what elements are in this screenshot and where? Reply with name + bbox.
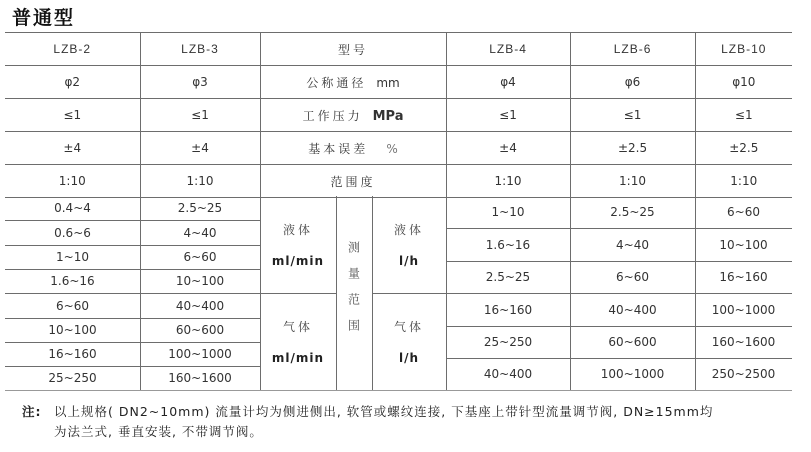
spec-row-error bbox=[5, 132, 792, 165]
cell: 1:10 bbox=[695, 165, 792, 198]
model-lzb-6: LZB-6 bbox=[570, 33, 695, 66]
cell: ≤1 bbox=[570, 99, 695, 132]
header-row bbox=[5, 33, 792, 66]
cell: 10~100 bbox=[719, 237, 768, 252]
cell: 40~400 bbox=[175, 298, 225, 313]
footnote-text-1: 以上规格( DN2~10mm) 流量计均为侧进侧出, 软管或螺纹连接, 下基座上带针型流量调节阀, DN≥15mm均 bbox=[54, 404, 714, 419]
cell: ≤1 bbox=[446, 99, 570, 132]
spec-label bbox=[260, 132, 446, 165]
model-lzb-10: LZB-10 bbox=[695, 33, 792, 66]
cell: 2.5~25 bbox=[610, 205, 655, 219]
model-lzb-3: LZB-3 bbox=[140, 33, 260, 66]
cell: 160~1600 bbox=[168, 371, 232, 385]
cell: ±4 bbox=[5, 132, 140, 165]
measurement-range-label bbox=[336, 196, 372, 390]
spec-row-pressure bbox=[5, 99, 792, 132]
spec-label: 范围度 bbox=[260, 165, 446, 198]
cell: 1.6~16 bbox=[485, 237, 531, 252]
page-title: 普通型 bbox=[12, 7, 76, 29]
cell: ±4 bbox=[446, 132, 570, 165]
cell: ±2.5 bbox=[695, 132, 792, 165]
cell: 0.4~4 bbox=[54, 201, 91, 215]
cell: 1~10 bbox=[491, 205, 525, 219]
gas-right-label bbox=[372, 293, 446, 390]
cell: 40~400 bbox=[608, 302, 657, 317]
footnote-prefix: 注: bbox=[22, 404, 42, 419]
unit-text: MPa bbox=[372, 108, 404, 124]
cell: φ10 bbox=[695, 66, 792, 99]
liquid-left-label bbox=[260, 196, 336, 293]
cell: φ2 bbox=[5, 66, 140, 99]
cell: 40~400 bbox=[483, 367, 533, 381]
cell: 1.6~16 bbox=[50, 274, 95, 288]
cell: 2.5~25 bbox=[485, 270, 531, 284]
cell: 16~160 bbox=[483, 302, 533, 317]
cell: 25~250 bbox=[48, 371, 97, 385]
cell: φ4 bbox=[446, 66, 570, 99]
measurement-section bbox=[5, 196, 792, 391]
liquid-unit: l/h bbox=[398, 254, 420, 268]
cell: 100~1000 bbox=[600, 367, 665, 381]
model-label: 型号 bbox=[260, 33, 446, 66]
liquid-unit: ml/min bbox=[271, 254, 325, 268]
liquid-name: 液体 bbox=[393, 223, 424, 237]
cell: 1:10 bbox=[5, 165, 140, 198]
footnote-line-2: 为法兰式, 垂直安装, 不带调节阀。 bbox=[54, 424, 263, 439]
cell: ≤1 bbox=[140, 99, 260, 132]
cell: 10~100 bbox=[48, 323, 97, 337]
cell: φ3 bbox=[140, 66, 260, 99]
spec-label bbox=[260, 66, 446, 99]
cell: 60~600 bbox=[608, 335, 657, 349]
cell: ≤1 bbox=[695, 99, 792, 132]
cell: 100~1000 bbox=[168, 347, 232, 361]
cell: 1:10 bbox=[140, 165, 260, 198]
cell: 6~60 bbox=[727, 205, 760, 219]
cell: 2.5~25 bbox=[177, 201, 223, 215]
cell: 16~160 bbox=[48, 347, 97, 361]
cell: ±4 bbox=[140, 132, 260, 165]
label-text: 公称通径 bbox=[306, 75, 367, 90]
unit-text: mm bbox=[376, 75, 400, 90]
gas-unit: l/h bbox=[398, 351, 420, 365]
cell: 1:10 bbox=[570, 165, 695, 198]
cell: 0.6~6 bbox=[54, 225, 91, 240]
footnote bbox=[22, 402, 802, 442]
cell: 60~600 bbox=[175, 323, 225, 337]
cell: φ6 bbox=[570, 66, 695, 99]
liquid-name: 液体 bbox=[282, 223, 313, 237]
cell: ±2.5 bbox=[570, 132, 695, 165]
gas-name: 气体 bbox=[393, 320, 424, 334]
cell: 6~60 bbox=[616, 270, 649, 284]
cell: 16~160 bbox=[719, 270, 768, 284]
cell: 250~2500 bbox=[711, 367, 776, 381]
liquid-right-label bbox=[372, 196, 446, 293]
cell: 10~100 bbox=[175, 274, 225, 288]
cell: 4~40 bbox=[616, 237, 649, 252]
spec-label bbox=[260, 99, 446, 132]
cell: 100~1000 bbox=[711, 302, 776, 317]
gas-unit: ml/min bbox=[271, 351, 325, 365]
cell: 6~60 bbox=[183, 250, 217, 264]
gas-name: 气体 bbox=[282, 320, 313, 334]
cell: ≤1 bbox=[5, 99, 140, 132]
group-label-text: 测量范围 bbox=[346, 241, 361, 345]
model-lzb-2: LZB-2 bbox=[5, 33, 140, 66]
label-text: 基本误差 bbox=[308, 141, 369, 156]
footnote-line-1 bbox=[22, 402, 802, 422]
cell: 6~60 bbox=[56, 298, 89, 313]
model-lzb-4: LZB-4 bbox=[446, 33, 570, 66]
spec-row-diameter bbox=[5, 66, 792, 99]
cell: 160~1600 bbox=[711, 335, 776, 349]
cell: 1:10 bbox=[446, 165, 570, 198]
cell: 1~10 bbox=[56, 250, 89, 264]
gas-left-label bbox=[260, 293, 336, 390]
cell: 25~250 bbox=[483, 335, 533, 349]
spec-table bbox=[5, 32, 792, 198]
label-text: 工作压力 bbox=[302, 108, 363, 123]
unit-text: % bbox=[386, 141, 398, 156]
cell: 4~40 bbox=[183, 225, 217, 240]
spec-row-range bbox=[5, 165, 792, 198]
